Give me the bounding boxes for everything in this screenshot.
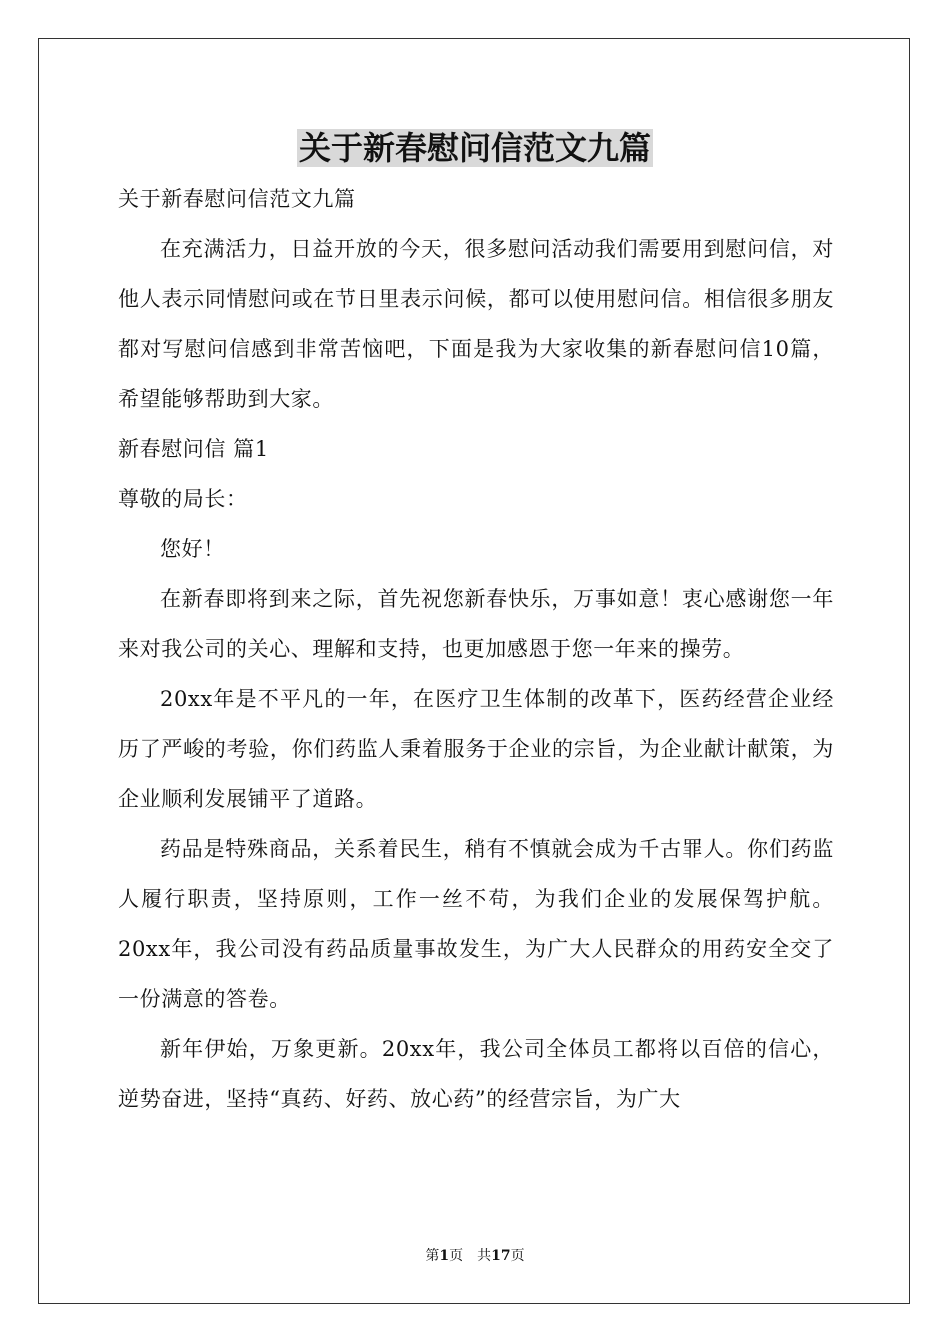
page-label-suffix: 页	[449, 1248, 464, 1264]
page-current: 1	[439, 1248, 450, 1264]
total-label-suffix: 页	[510, 1248, 525, 1264]
paragraph: 在新春即将到来之际，首先祝您新春快乐，万事如意！衷心感谢您一年来对我公司的关心、理解和支持，也更加感恩于您一年来的操劳。	[118, 587, 834, 661]
paragraph: 20xx年是不平凡的一年，在医疗卫生体制的改革下，医药经营企业经历了严峻的考验，你们药监人秉着服务于企业的宗旨，为企业献计献策，为企业顺利发展铺平了道路。	[118, 687, 834, 811]
page-label-prefix: 第	[425, 1248, 440, 1264]
paragraph: 在充满活力，日益开放的今天，很多慰问活动我们需要用到慰问信，对他人表示同情慰问或在节日里表示问候，都可以使用慰问信。相信很多朋友都对写慰问信感到非常苦恼吧，下面是我为大家收集的新春慰问信10篇，希望能够帮助到大家。	[118, 237, 834, 411]
page-total: 17	[491, 1248, 511, 1264]
total-label-prefix: 共	[477, 1248, 492, 1264]
paragraph: 关于新春慰问信范文九篇	[118, 187, 356, 211]
document-body	[118, 174, 834, 1124]
greeting: 您好！	[160, 537, 225, 561]
page-footer	[0, 1246, 950, 1266]
document-title-text: 关于新春慰问信范文九篇	[298, 129, 651, 167]
paragraph: 药品是特殊商品，关系着民生，稍有不慎就会成为千古罪人。你们药监人履行职责，坚持原则，工作一丝不苟，为我们企业的发展保驾护航。20xx年，我公司没有药品质量事故发生，为广大人民群众的用药安全交了一份满意的答卷。	[118, 837, 834, 1011]
paragraph: 新年伊始，万象更新。20xx年，我公司全体员工都将以百倍的信心，逆势奋进，坚持“真药、好药、放心药”的经营宗旨，为广大	[118, 1037, 834, 1111]
salutation: 尊敬的局长：	[118, 487, 248, 511]
section-heading: 新春慰问信 篇1	[118, 437, 269, 461]
document-title	[0, 126, 950, 170]
